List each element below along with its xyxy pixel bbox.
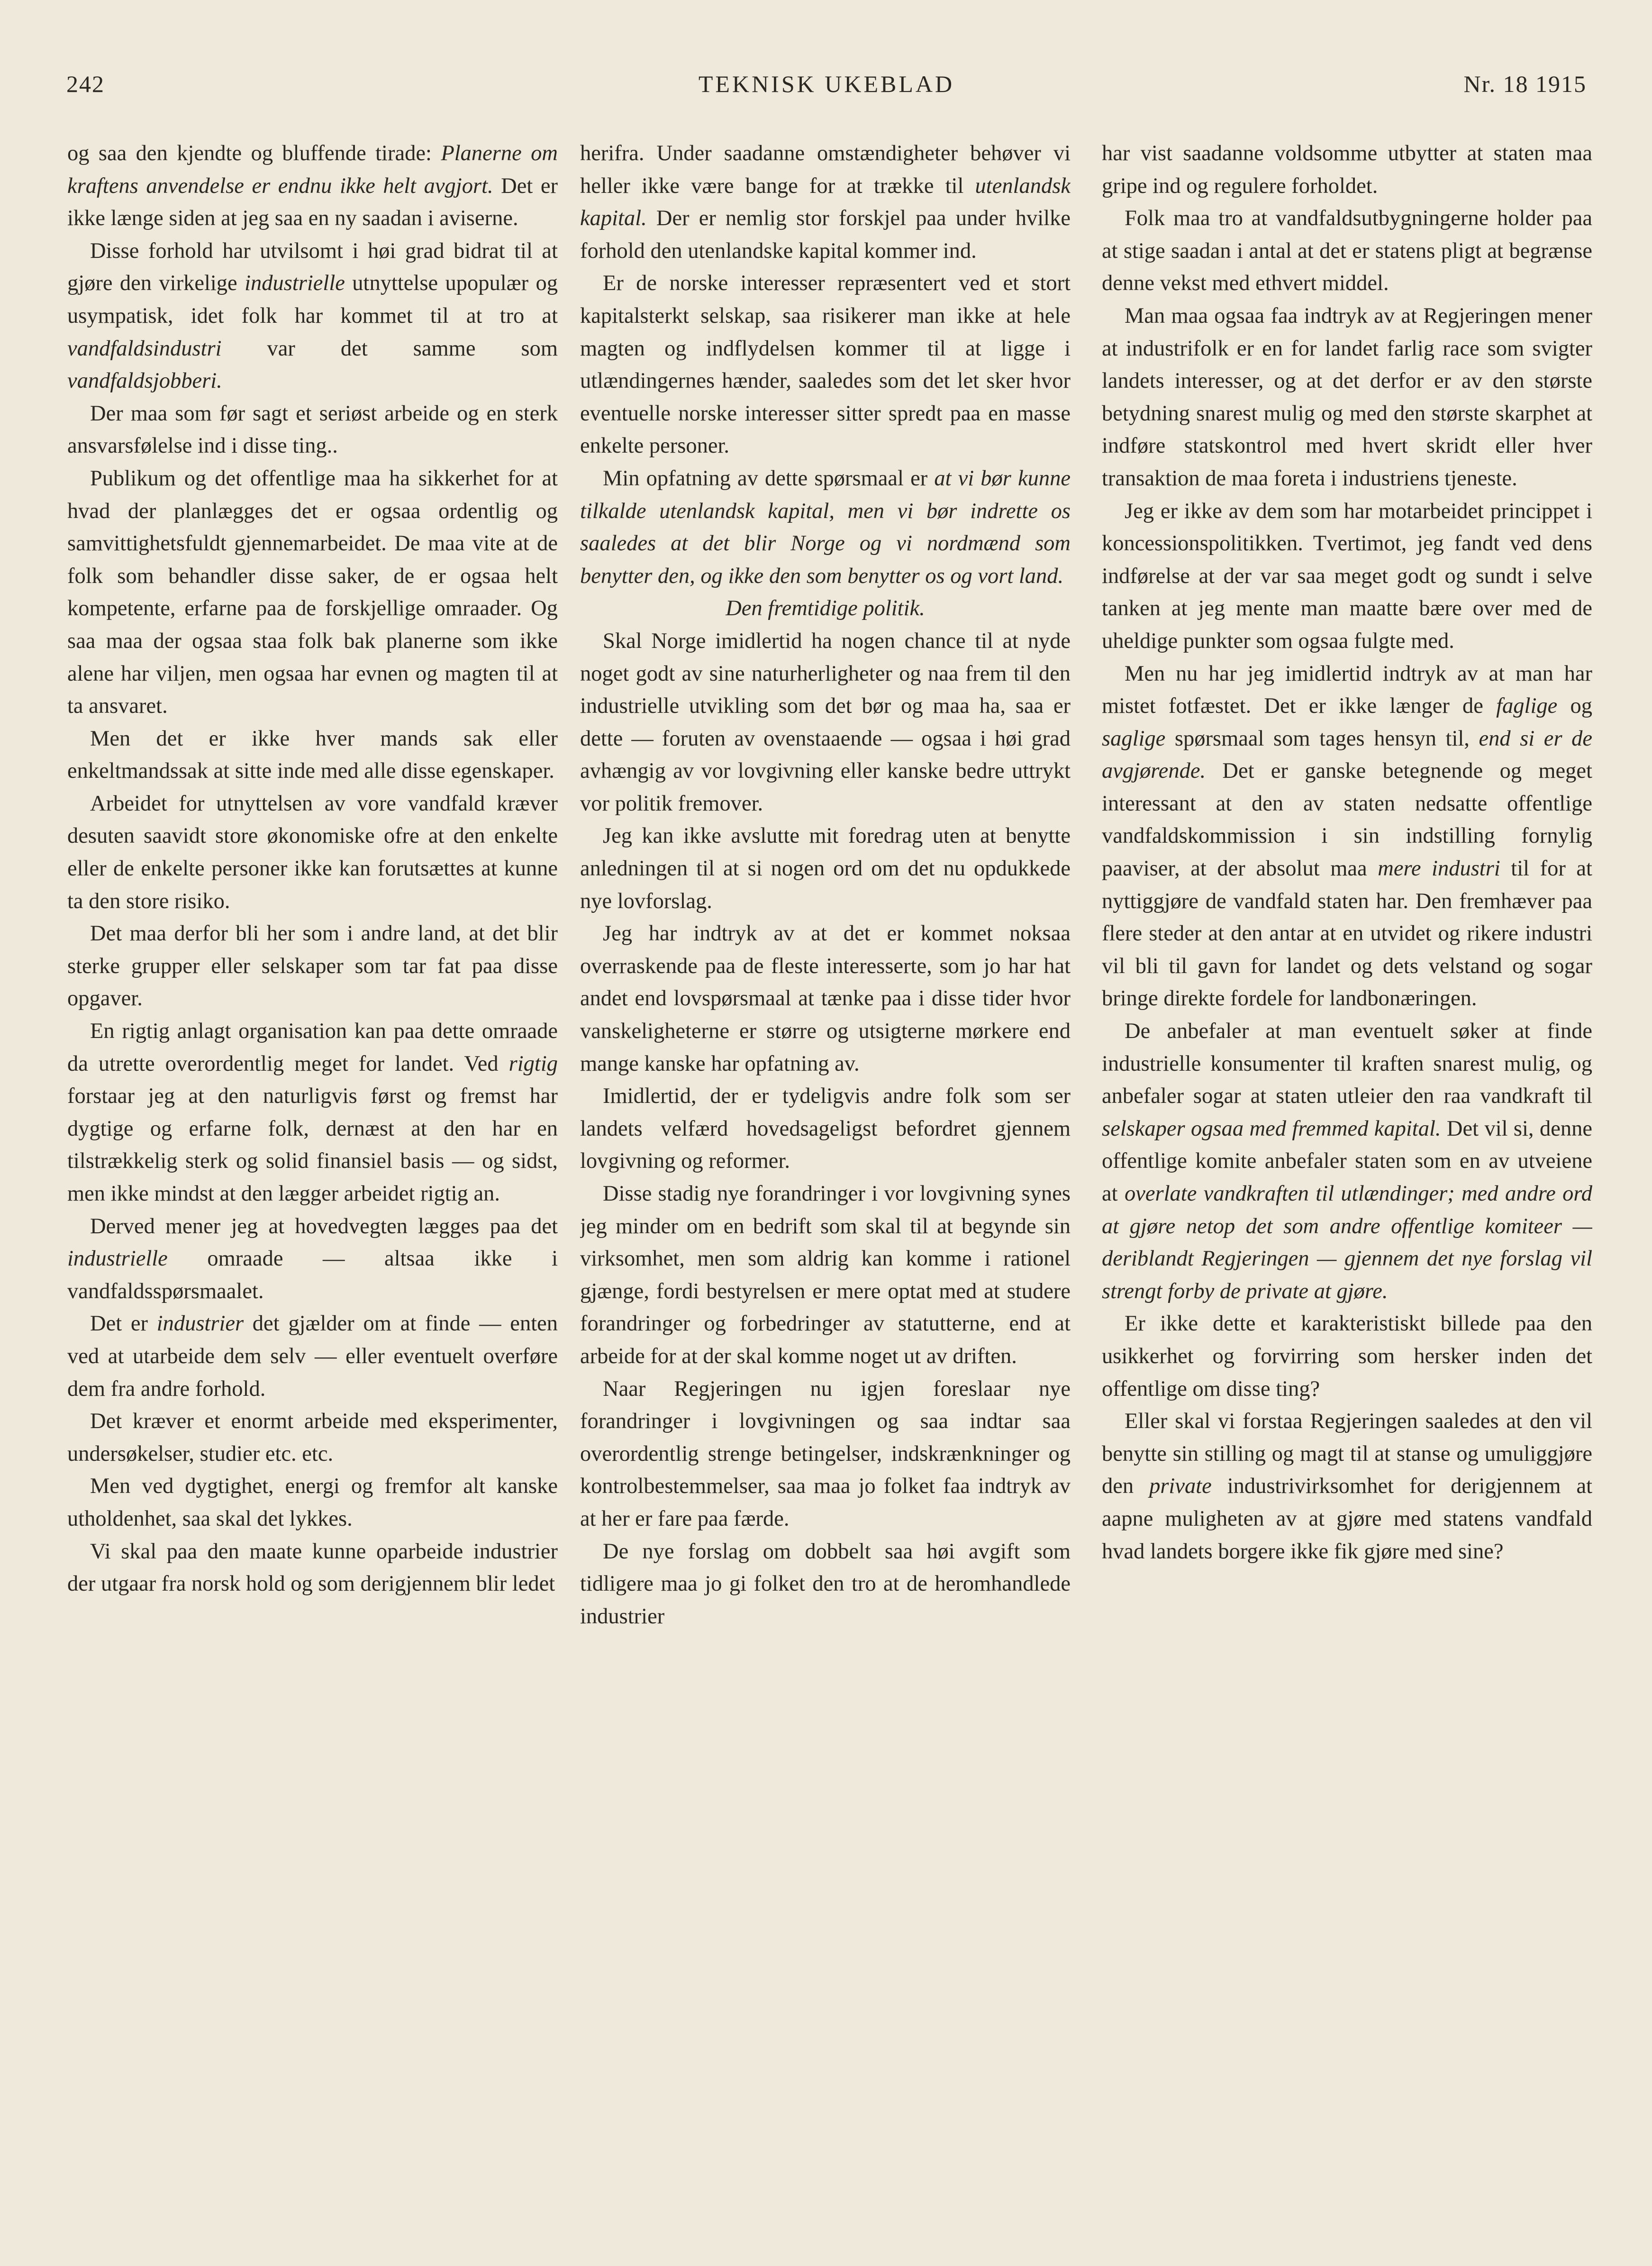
paragraph: Det maa derfor bli her som i andre land, at det blir sterke grupper eller selskaper som tar fat paa disse opgaver.: [67, 921, 558, 1011]
paragraph: Min opfatning av dette spørsmaal er at vi bør kunne tilkalde utenlandsk kapital, men vi bør indrette os saaledes at det blir Norge og vi nordmænd som benytter den, og ikke den som benytter os og vort land.: [580, 466, 1071, 588]
paragraph: Vi skal paa den maate kunne oparbeide industrier der utgaar fra norsk hold og som derigjennem blir ledet: [67, 1539, 558, 1596]
section-heading: Den fremtidige politik.: [726, 596, 925, 621]
paragraph: Disse stadig nye forandringer i vor lovgivning synes jeg minder om en bedrift som skal til at begynde sin virksomhet, men som aldrig kan komme i rationel gjænge, fordi bestyrelsen er mere optat med at studere forandringer og forbedringer av statutterne, end at arbeide for at der skal komme noget ut av driften.: [580, 1182, 1071, 1368]
paragraph: Jeg er ikke av dem som har motarbeidet princippet i koncessionspolitikken. Tvertimot, jeg fandt ved dens indførelse at der var saa meget godt og sundt i selve tanken at jeg mente man maatte bære over med de uheldige punkter som ogsaa fulgte med.: [1102, 499, 1592, 653]
paragraph: Men nu har jeg imidlertid indtryk av at man har mistet fotfæstet. Det er ikke længer de faglige og saglige spørsmaal som tages hensyn til, end si er de avgjørende. Det er ganske betegnende og meget interessant at den av staten nedsatte offentlige vandfaldskommission i sin indstilling fornylig paaviser, at der absolut maa mere industri til for at nyttiggjøre de vandfald staten har. Den fremhæver paa flere steder at den antar at en utvidet og rikere industri vil bli til gavn for landet og dets velstand og sogar bringe direkte fordele for landbonæringen.: [1102, 661, 1592, 1011]
paragraph: Der maa som før sagt et seriøst arbeide og en sterk ansvarsfølelse ind i disse ting..: [67, 401, 558, 458]
paragraph: Er ikke dette et karakteristiskt billede paa den usikkerhet og forvirring som hersker inden det offentlige om disse ting?: [1102, 1311, 1592, 1401]
text-column-3: [1102, 137, 1592, 2218]
text-column-1: [67, 137, 558, 2218]
paragraph: Skal Norge imidlertid ha nogen chance til at nyde noget godt av sine naturherligheter og naa frem til den industrielle utvikling som det bør og maa ha, saa er dette — foruten av ovenstaaende — ogsaa i høi grad avhængig av vor lovgivning eller kanske bedre uttrykt vor politik fremover.: [580, 628, 1071, 816]
paragraph: Det kræver et enormt arbeide med eksperimenter, undersøkelser, studier etc. etc.: [67, 1409, 558, 1466]
paragraph: Er de norske interesser repræsentert ved et stort kapitalsterkt selskap, saa risikerer man ikke at hele magten og indflydelsen kommer til at ligge i utlændingernes hænder, saaledes som det let sker hvor eventuelle norske interesser sitter spredt paa en masse enkelte personer.: [580, 271, 1071, 458]
paragraph: Folk maa tro at vandfaldsutbygningerne holder paa at stige saadan i antal at det er statens pligt at begrænse denne vekst med ethvert middel.: [1102, 206, 1592, 296]
paragraph: De anbefaler at man eventuelt søker at finde industrielle konsumenter til kraften snarest mulig, og anbefaler sogar at staten utleier den raa vandkraft til selskaper ogsaa med fremmed kapital. Det vil si, denne offentlige komite anbefaler staten som en av utveiene at overlate vandkraften til utlændinger; med andre ord at gjøre netop det som andre offentlige komiteer — deriblandt Regjeringen — gjennem det nye forslag vil strengt forby de private at gjøre.: [1102, 1019, 1592, 1303]
paragraph: Jeg har indtryk av at det er kommet noksaa overraskende paa de fleste interesserte, som jo har hat andet end lovspørsmaal at tænke paa i disse tider hvor vanskeligheterne er større og utsigterne mørkere end mange kanske har opfatning av.: [580, 921, 1071, 1076]
paragraph: Arbeidet for utnyttelsen av vore vandfald kræver desuten saavidt store økonomiske ofre at den enkelte eller de enkelte personer ikke kan forutsættes at kunne ta den store risiko.: [67, 791, 558, 913]
paragraph: Eller skal vi forstaa Regjeringen saaledes at den vil benytte sin stilling og magt til at stanse og umuliggjøre den private industrivirksomhet for derigjennem at aapne muligheten av at gjøre med statens vandfald hvad landets borgere ikke fik gjøre med sine?: [1102, 1409, 1592, 1564]
paragraph: Derved mener jeg at hovedvegten lægges paa det industrielle omraade — altsaa ikke i vandfaldsspørsmaalet.: [67, 1214, 558, 1303]
paragraph: Det er industrier det gjælder om at finde — enten ved at utarbeide dem selv — eller eventuelt overføre dem fra andre forhold.: [67, 1311, 558, 1401]
paragraph: Jeg kan ikke avslutte mit foredrag uten at benytte anledningen til at si nogen ord om det nu opdukkede nye lovforslag.: [580, 824, 1071, 913]
page-number: 242: [66, 71, 105, 97]
paragraph: Man maa ogsaa faa indtryk av at Regjeringen mener at industrifolk er en for landet farlig race som svigter landets interesser, og at det derfor er av den største betydning snarest mulig og med den største skarphet at indføre statskontrol med hvert skridt eller hver transaktion de maa foreta i industriens tjeneste.: [1102, 303, 1592, 491]
paragraph: Publikum og det offentlige maa ha sikkerhet for at hvad der planlægges det er ogsaa ordentlig og samvittighetsfuldt gjennemarbeidet. De maa vite at de folk som behandler disse saker, de er ogsaa helt kompetente, erfarne paa de forskjellige omraader. Og saa maa der ogsaa staa folk bak planerne som ikke alene har viljen, men ogsaa har evnen og magten til at ta ansvaret.: [67, 466, 558, 719]
paragraph: Disse forhold har utvilsomt i høi grad bidrat til at gjøre den virkelige industrielle utnyttelse upopulær og usympatisk, idet folk har kommet til at tro at vandfaldsindustri var det samme som vandfaldsjobberi.: [67, 238, 558, 393]
paragraph: De nye forslag om dobbelt saa høi avgift som tidligere maa jo gi folket den tro at de heromhandlede industrier: [580, 1539, 1071, 1629]
paragraph: En rigtig anlagt organisation kan paa dette omraade da utrette overordentlig meget for landet. Ved rigtig forstaar jeg at den naturligvis først og fremst har dygtige og erfarne folk, dernæst at den har en tilstrækkelig sterk og solid finansiel basis — og sidst, men ikke mindst at den lægger arbeidet rigtig an.: [67, 1019, 558, 1206]
page-header: [66, 61, 1587, 103]
paragraph: Men det er ikke hver mands sak eller enkeltmandssak at sitte inde med alle disse egenskaper.: [67, 726, 558, 783]
paragraph: og saa den kjendte og bluffende tirade: Planerne om kraftens anvendelse er endnu ikke helt avgjort. Det er ikke længe siden at jeg saa en ny saadan i aviserne.: [67, 141, 558, 231]
paragraph: Imidlertid, der er tydeligvis andre folk som ser landets velfærd hovedsageligst befordret gjennem lovgivning og reformer.: [580, 1084, 1071, 1174]
paragraph: Naar Regjeringen nu igjen foreslaar nye forandringer i lovgivningen og saa indtar saa overordentlig strenge betingelser, indskrænkninger og kontrolbestemmelser, saa maa jo folket faa indtryk av at her er fare paa færde.: [580, 1376, 1071, 1531]
issue-number: Nr. 18 1915: [1463, 71, 1587, 97]
text-column-2: [580, 137, 1071, 2218]
paragraph: Men ved dygtighet, energi og fremfor alt kanske utholdenhet, saa skal det lykkes.: [67, 1474, 558, 1531]
paragraph: herifra. Under saadanne omstændigheter behøver vi heller ikke være bange for at trække til utenlandsk kapital. Der er nemlig stor forskjel paa under hvilke forhold den utenlandske kapital kommer ind.: [580, 141, 1071, 263]
journal-title: TEKNISK UKEBLAD: [698, 71, 955, 97]
paragraph: har vist saadanne voldsomme utbytter at staten maa gripe ind og regulere forholdet.: [1102, 141, 1592, 198]
